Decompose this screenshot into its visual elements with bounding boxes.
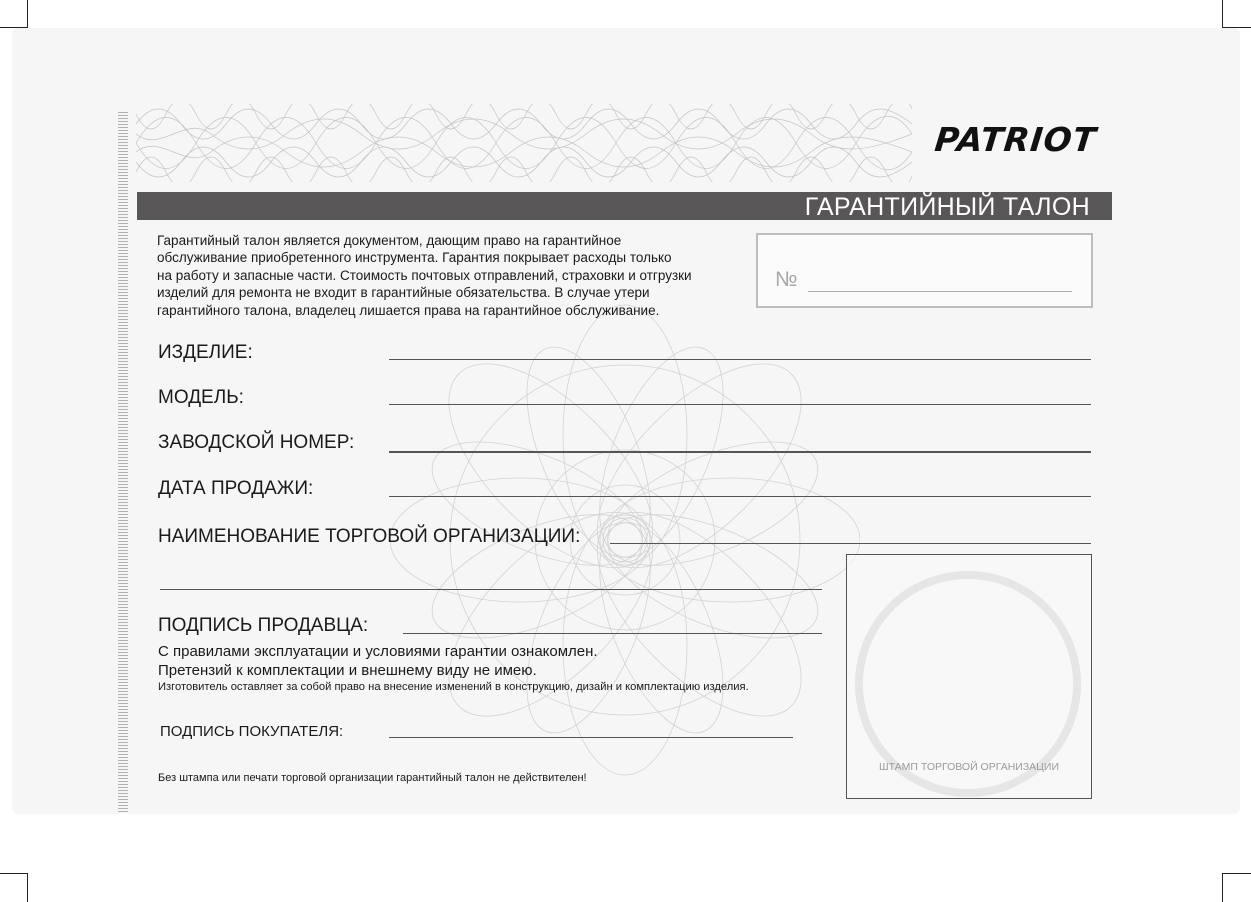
intro-line: гарантийного талона, владелец лишается права на гарантийное обслуживание.	[157, 302, 660, 318]
agreement-claims-text: Претензий к комплектации и внешнему виду не имею.	[158, 662, 537, 679]
product-label: ИЗДЕЛИЕ:	[158, 342, 253, 363]
number-sign-label: №	[775, 268, 798, 291]
page-title: ГАРАНТИЙНЫЙ ТАЛОН	[804, 193, 1090, 221]
guilloche-header-band	[136, 104, 912, 182]
footnote-validity-warning: Без штампа или печати торговой организации гарантийный талон не действителен!	[158, 772, 587, 784]
intro-line: Гарантийный талон является документом, дающим право на гарантийное	[157, 233, 622, 248]
buyer-signature-field[interactable]	[389, 737, 793, 738]
crop-mark-top-right	[1222, 0, 1223, 28]
patriot-logo: PATRIOT	[932, 120, 1099, 159]
coupon-number-field[interactable]	[808, 291, 1072, 292]
intro-line: на работу и запасные части. Стоимость почтовых отправлений, страховки и отгрузки	[157, 267, 692, 283]
store-name-field[interactable]	[610, 543, 1091, 544]
seller-signature-field[interactable]	[403, 633, 822, 634]
stamp-label: ШТАМП ТОРГОВОЙ ОРГАНИЗАЦИИ	[878, 761, 1060, 773]
buyer-signature-label: ПОДПИСЬ ПОКУПАТЕЛЯ:	[160, 723, 344, 740]
serial-number-field[interactable]	[389, 451, 1091, 453]
agreement-rules-text: С правилами эксплуатации и условиями гарантии ознакомлен.	[158, 643, 598, 660]
model-field[interactable]	[389, 404, 1091, 405]
intro-paragraph	[157, 232, 757, 319]
sale-date-field[interactable]	[389, 496, 1091, 497]
coupon-number-box	[756, 233, 1093, 308]
seller-signature-label: ПОДПИСЬ ПРОДАВЦА:	[158, 615, 369, 636]
model-label: МОДЕЛЬ:	[158, 387, 244, 408]
crop-mark-bottom-left	[27, 873, 28, 902]
product-field[interactable]	[389, 359, 1091, 360]
store-stamp-box[interactable]	[846, 554, 1092, 799]
title-bar	[137, 192, 1112, 220]
intro-line: изделий для ремонта не входит в гарантийные обязательства. В случае утери	[157, 285, 650, 301]
intro-line: обслуживание приобретенного инструмента. Гарантия покрывает расходы только	[157, 250, 672, 266]
sale-date-label: ДАТА ПРОДАЖИ:	[158, 478, 314, 499]
crop-mark-bottom-right	[1222, 873, 1223, 902]
store-name-label: НАИМЕНОВАНИЕ ТОРГОВОЙ ОРГАНИЗАЦИИ:	[158, 526, 581, 547]
serial-number-label: ЗАВОДСКОЙ НОМЕР:	[158, 432, 355, 453]
crop-mark-bottom-left-h	[0, 873, 28, 874]
microtext-side-strip	[118, 112, 128, 812]
crop-mark-top-left	[27, 0, 28, 28]
crop-mark-bottom-right-h	[1222, 873, 1251, 874]
store-name-field-line2[interactable]	[160, 589, 822, 590]
manufacturer-rights-text: Изготовитель оставляет за собой право на внесение изменений в конструкцию, дизайн и комплектацию изделия.	[158, 681, 749, 693]
